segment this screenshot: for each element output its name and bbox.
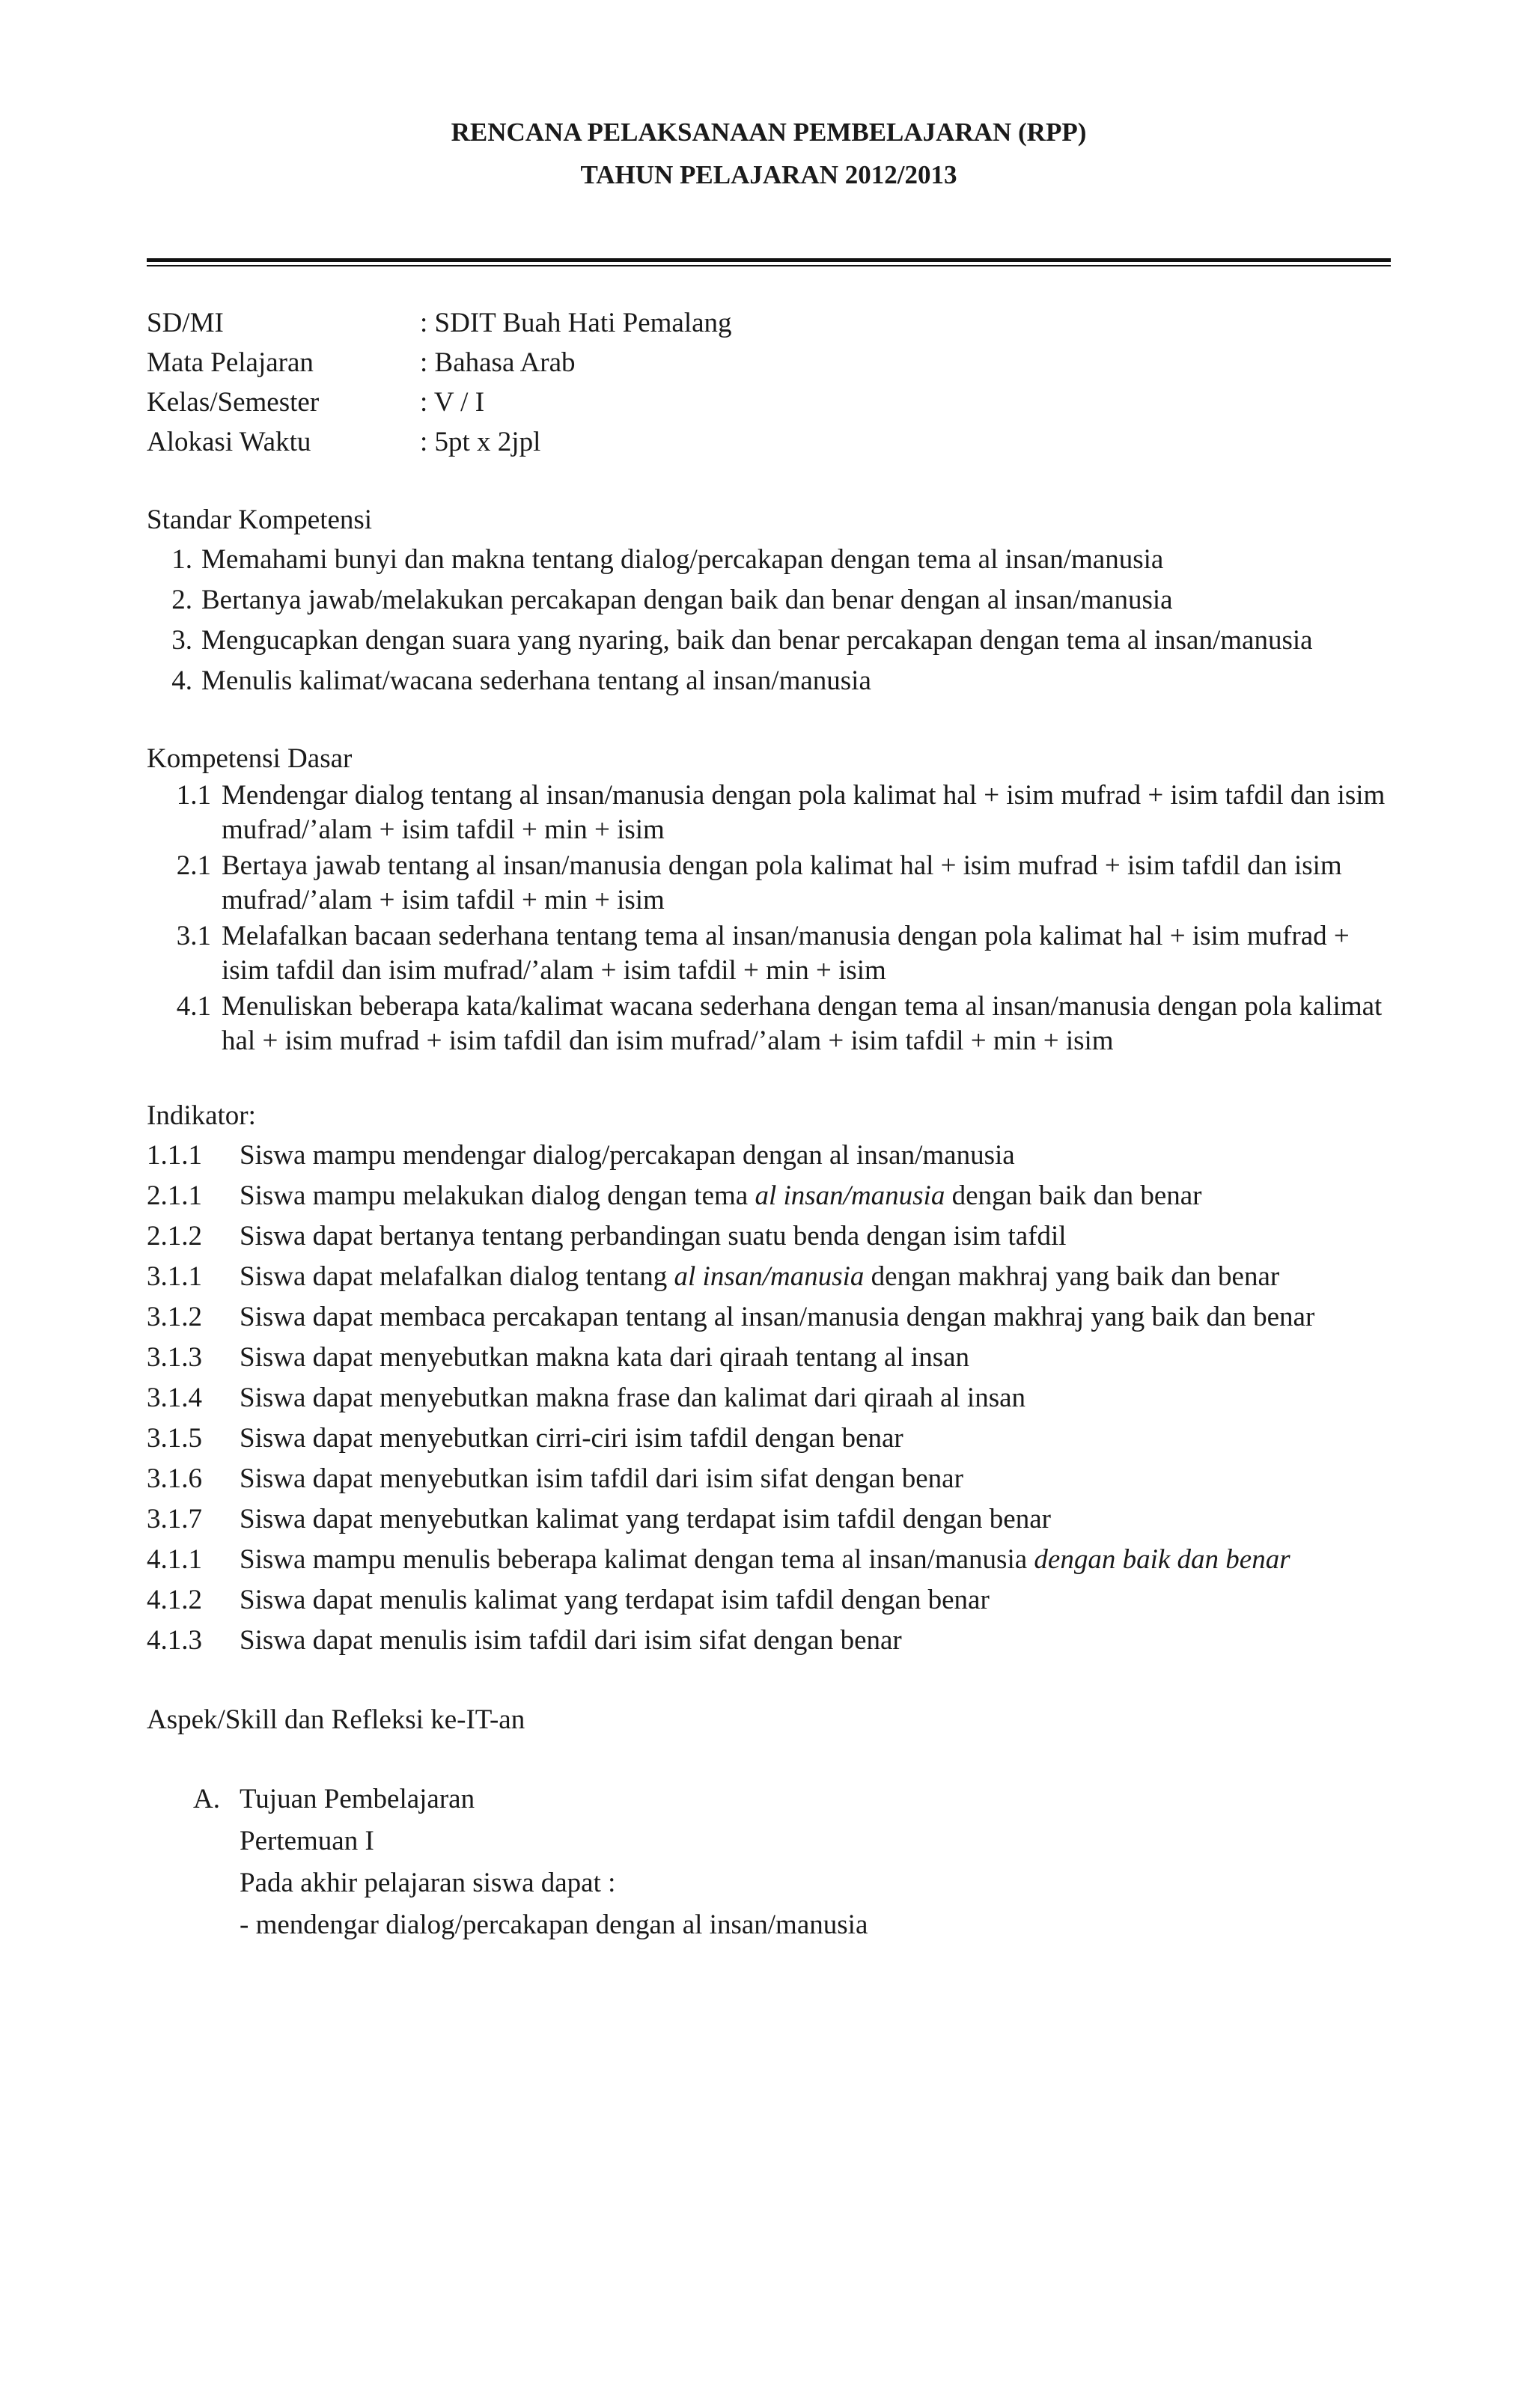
list-number: 3.1.5 [147, 1423, 202, 1454]
list-item [147, 540, 1391, 580]
list-item [147, 1540, 1391, 1580]
kompetensi-dasar-list [147, 778, 1391, 1058]
identity-value: : SDIT Buah Hati Pemalang [420, 308, 732, 339]
list-item [147, 1176, 1391, 1216]
list-text: Melafalkan bacaan sederhana tentang tema al insan/manusia dengan pola kalimat hal + isim mufrad + isim tafdil dan isim mufrad/’alam + isim tafdil + min + isim [222, 921, 1350, 986]
tujuan-intro: Pada akhir pelajaran siswa dapat : [240, 1868, 616, 1898]
text-run: dengan makhraj yang baik dan benar [864, 1261, 1280, 1292]
identity-label: SD/MI [147, 308, 224, 339]
list-item [147, 1338, 1391, 1378]
standar-kompetensi-list [147, 540, 1391, 701]
list-number: 4. [171, 665, 192, 696]
list-item [147, 1297, 1391, 1338]
list-number: 1.1 [176, 780, 211, 811]
list-text: Siswa dapat bertanya tentang perbandingan suatu benda dengan isim tafdil [240, 1221, 1067, 1252]
list-number: 3. [171, 625, 192, 656]
identity-value: : V / I [420, 387, 485, 418]
italic-run: al insan/manusia [755, 1180, 945, 1211]
identity-label: Kelas/Semester [147, 387, 320, 418]
list-item [147, 1580, 1391, 1621]
list-number: 3.1.1 [147, 1261, 202, 1292]
list-item [147, 1257, 1391, 1297]
identity-label: Mata Pelajaran [147, 347, 314, 379]
list-text: Mendengar dialog tentang al insan/manusia dengan pola kalimat hal + isim mufrad + isim tafdil dan isim mufrad/’alam + isim tafdil + min + isim [222, 780, 1386, 845]
list-number: 3.1.3 [147, 1342, 202, 1373]
list-number: 2.1.1 [147, 1180, 202, 1211]
list-number: 4.1.2 [147, 1585, 202, 1615]
list-item [147, 1459, 1391, 1499]
list-text: Siswa dapat menulis isim tafdil dari isim sifat dengan benar [240, 1625, 902, 1656]
list-item [147, 661, 1391, 701]
list-text: Mengucapkan dengan suara yang nyaring, baik dan benar percakapan dengan tema al insan/manusia [201, 625, 1313, 656]
text-run: Siswa dapat melafalkan dialog tentang [240, 1261, 674, 1292]
list-item [147, 849, 1391, 918]
list-text: Bertanya jawab/melakukan percakapan dengan baik dan benar dengan al insan/manusia [201, 585, 1173, 615]
list-text: Siswa dapat membaca percakapan tentang al insan/manusia dengan makhraj yang baik dan benar [240, 1302, 1315, 1332]
list-item [147, 990, 1391, 1058]
list-number: 4.1 [176, 991, 211, 1022]
list-text [240, 1257, 1391, 1297]
list-text: Menuliskan beberapa kata/kalimat wacana sederhana dengan tema al insan/manusia dengan pola kalimat hal + isim mufrad + isim tafdil dan isim mufrad/’alam + isim tafdil + min + isim [222, 991, 1383, 1056]
tujuan-heading: Tujuan Pembelajaran [240, 1784, 475, 1814]
tujuan-point: - mendengar dialog/percakapan dengan al insan/manusia [240, 1909, 868, 1940]
kompetensi-dasar-heading: Kompetensi Dasar [147, 743, 353, 774]
list-item [147, 1216, 1391, 1257]
list-item [147, 1418, 1391, 1459]
list-item [147, 580, 1391, 621]
list-text: Memahami bunyi dan makna tentang dialog/percakapan dengan tema al insan/manusia [201, 544, 1164, 575]
aspek-heading: Aspek/Skill dan Refleksi ke-IT-an [147, 1704, 525, 1735]
identity-row-subject [147, 344, 1391, 383]
list-number: 3.1.2 [147, 1302, 202, 1332]
pertemuan-label: Pertemuan I [240, 1826, 374, 1856]
header-divider-thick [147, 258, 1391, 262]
list-text: Siswa mampu mendengar dialog/percakapan dengan al insan/manusia [240, 1140, 1015, 1171]
list-item [147, 1378, 1391, 1418]
tujuan-section [147, 1778, 1391, 1946]
tujuan-heading-row: A. Tujuan Pembelajaran [240, 1778, 1391, 1820]
list-number: 3.1.4 [147, 1383, 202, 1413]
italic-run: al insan/manusia [674, 1261, 865, 1292]
identity-table [147, 304, 1391, 463]
list-text: Siswa dapat menyebutkan cirri-ciri isim tafdil dengan benar [240, 1423, 903, 1454]
text-run: Siswa mampu melakukan dialog dengan tema [240, 1180, 755, 1211]
list-text: Menulis kalimat/wacana sederhana tentang al insan/manusia [201, 665, 871, 696]
identity-label: Alokasi Waktu [147, 427, 311, 458]
list-item [147, 919, 1391, 988]
italic-run: dengan baik dan benar [1034, 1544, 1290, 1575]
list-text: Siswa dapat menyebutkan makna frase dan kalimat dari qiraah al insan [240, 1383, 1026, 1413]
document-subtitle: TAHUN PELAJARAN 2012/2013 [580, 160, 957, 189]
list-number: 1.1.1 [147, 1140, 202, 1171]
list-number: 4.1.1 [147, 1544, 202, 1575]
list-number: 3.1.6 [147, 1463, 202, 1494]
identity-value: : Bahasa Arab [420, 347, 576, 379]
text-run: Siswa mampu menulis beberapa kalimat dengan tema al insan/manusia [240, 1544, 1034, 1575]
identity-row-class [147, 383, 1391, 423]
list-number: 1. [171, 544, 192, 575]
list-item [147, 1136, 1391, 1176]
list-number: 4.1.3 [147, 1625, 202, 1656]
list-number: 2. [171, 585, 192, 615]
list-text [240, 1176, 1391, 1216]
document-title: RENCANA PELAKSANAAN PEMBELAJARAN (RPP) [451, 118, 1087, 147]
indikator-heading: Indikator: [147, 1100, 256, 1131]
identity-value: : 5pt x 2jpl [420, 427, 541, 458]
identity-row-school [147, 304, 1391, 344]
list-number: 2.1.2 [147, 1221, 202, 1252]
list-number: 2.1 [176, 850, 211, 881]
list-text: Siswa dapat menyebutkan makna kata dari qiraah tentang al insan [240, 1342, 970, 1373]
list-number: 3.1.7 [147, 1504, 202, 1534]
list-item [147, 621, 1391, 661]
indikator-list [147, 1136, 1391, 1661]
text-run: dengan baik dan benar [945, 1180, 1202, 1211]
list-item [147, 1621, 1391, 1661]
identity-row-time [147, 423, 1391, 463]
list-number: 3.1 [176, 921, 211, 951]
list-text: Siswa dapat menyebutkan isim tafdil dari isim sifat dengan benar [240, 1463, 963, 1494]
list-item [147, 1499, 1391, 1540]
list-text: Bertaya jawab tentang al insan/manusia dengan pola kalimat hal + isim mufrad + isim tafdil dan isim mufrad/’alam + isim tafdil + min + isim [222, 850, 1342, 915]
list-item [147, 778, 1391, 847]
standar-kompetensi-heading: Standar Kompetensi [147, 505, 373, 535]
list-text [240, 1540, 1391, 1580]
header-divider-thin [147, 265, 1391, 266]
list-text: Siswa dapat menulis kalimat yang terdapat isim tafdil dengan benar [240, 1585, 990, 1615]
list-text: Siswa dapat menyebutkan kalimat yang terdapat isim tafdil dengan benar [240, 1504, 1051, 1534]
